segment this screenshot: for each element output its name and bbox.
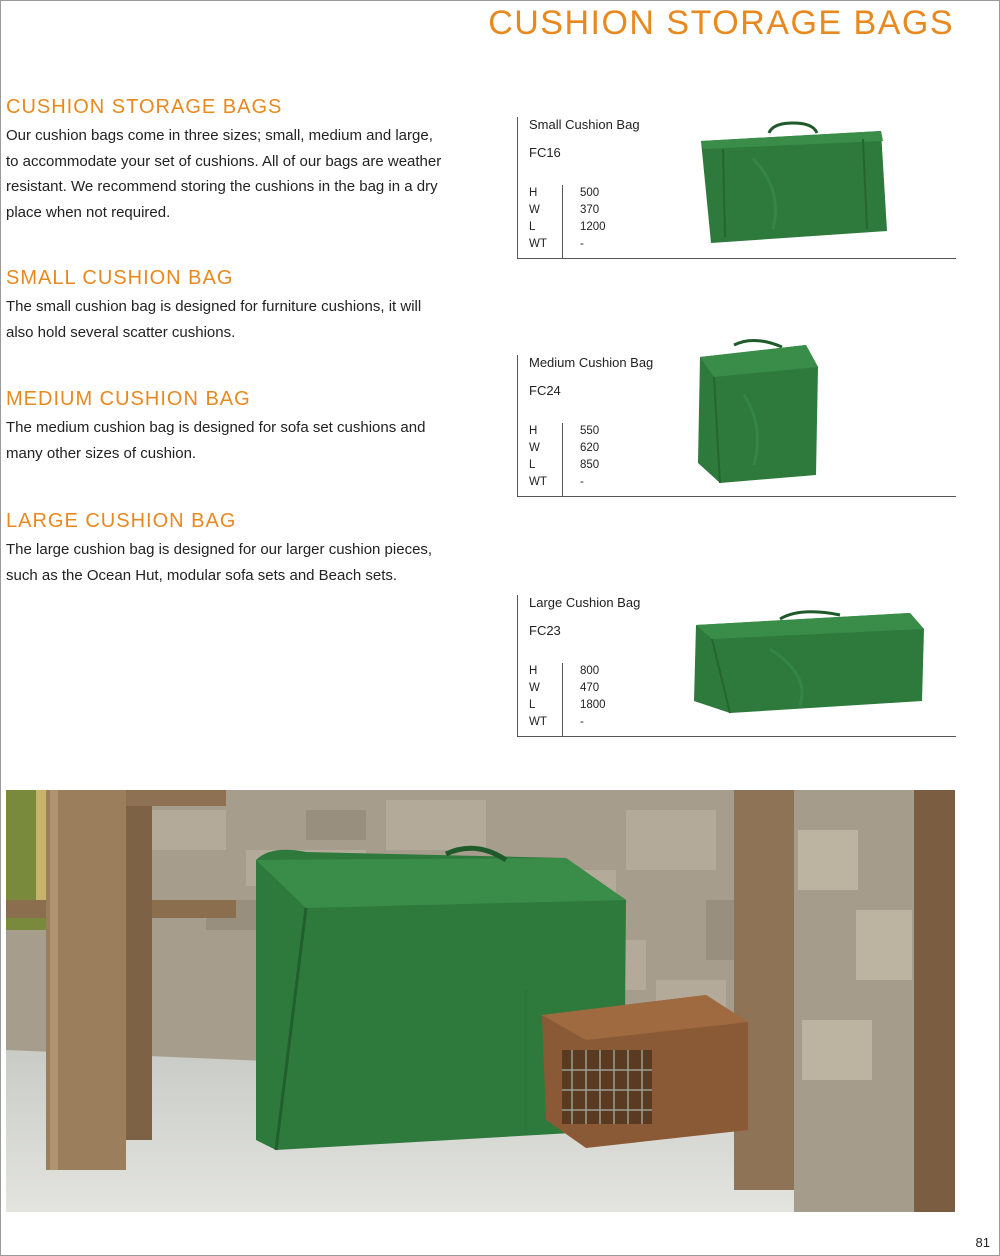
- spec-value: 850: [580, 459, 600, 471]
- page-number: 81: [975, 1235, 990, 1250]
- product-code: FC16: [529, 145, 561, 160]
- spec-key: H: [529, 665, 538, 677]
- spec-table: [529, 185, 606, 253]
- section-body: The small cushion bag is designed for furniture cushions, it will also hold several scatter cushions.: [6, 298, 422, 341]
- spec-value: 1800: [580, 699, 606, 711]
- section-body: The medium cushion bag is designed for sofa set cushions and many other sizes of cushion.: [6, 419, 426, 462]
- spec-key: W: [529, 442, 540, 454]
- product-name: Medium Cushion Bag: [529, 355, 654, 370]
- section-heading: MEDIUM CUSHION BAG: [6, 388, 251, 410]
- section-body: The large cushion bag is designed for our larger cushion pieces, such as the Ocean Hut, modular sofa sets and Beach sets.: [6, 541, 433, 584]
- spec-row: [529, 440, 599, 457]
- page-title: CUSHION STORAGE BAGS: [488, 4, 954, 42]
- spec-value: 1200: [580, 221, 606, 233]
- spec-key: H: [529, 425, 538, 437]
- spec-key: L: [529, 459, 536, 471]
- spec-key: L: [529, 699, 536, 711]
- porch-scene-image: [6, 790, 955, 1212]
- section-medium: [6, 388, 446, 466]
- small-bag-image: [693, 119, 893, 247]
- spec-row: [529, 236, 606, 253]
- product-code: FC23: [529, 623, 561, 638]
- spec-key: W: [529, 682, 540, 694]
- product-code: FC24: [529, 383, 561, 398]
- spec-value: -: [580, 476, 584, 488]
- spec-value: 800: [580, 665, 600, 677]
- spec-row: [529, 474, 599, 491]
- section-body: Our cushion bags come in three sizes; small, medium and large, to accommodate your set of cushions. All of our bags are weather resistant. We recommend storing the cushions in the bag in a dry place when not required.: [6, 127, 442, 221]
- spec-value: 370: [580, 204, 600, 216]
- spec-key: WT: [529, 238, 547, 250]
- large-bag-image: [690, 605, 926, 717]
- spec-key: WT: [529, 476, 547, 488]
- spec-table: [529, 423, 599, 491]
- spec-row: [529, 697, 606, 714]
- section-large: [6, 510, 446, 588]
- spec-row: [529, 714, 606, 731]
- product-spec-small: [517, 117, 956, 259]
- spec-row: [529, 185, 606, 202]
- spec-value: -: [580, 238, 584, 250]
- section-intro: [6, 96, 446, 225]
- spec-value: -: [580, 716, 584, 728]
- spec-table: [529, 663, 606, 731]
- spec-row: [529, 457, 599, 474]
- spec-row: [529, 663, 606, 680]
- product-name: Large Cushion Bag: [529, 595, 641, 610]
- product-spec-medium: [517, 355, 956, 497]
- spec-row: [529, 680, 606, 697]
- spec-value: 550: [580, 425, 600, 437]
- product-name: Small Cushion Bag: [529, 117, 640, 132]
- section-heading: SMALL CUSHION BAG: [6, 267, 234, 289]
- spec-row: [529, 423, 599, 440]
- spec-key: L: [529, 221, 536, 233]
- spec-value: 470: [580, 682, 600, 694]
- section-heading: CUSHION STORAGE BAGS: [6, 96, 283, 118]
- medium-bag-image: [694, 335, 824, 487]
- spec-row: [529, 202, 606, 219]
- spec-value: 500: [580, 187, 600, 199]
- spec-row: [529, 219, 606, 236]
- spec-value: 620: [580, 442, 600, 454]
- lifestyle-photo: [6, 790, 955, 1212]
- spec-key: H: [529, 187, 538, 199]
- section-heading: LARGE CUSHION BAG: [6, 510, 237, 532]
- section-small: [6, 267, 446, 345]
- spec-key: W: [529, 204, 540, 216]
- spec-key: WT: [529, 716, 547, 728]
- product-spec-large: [517, 595, 956, 737]
